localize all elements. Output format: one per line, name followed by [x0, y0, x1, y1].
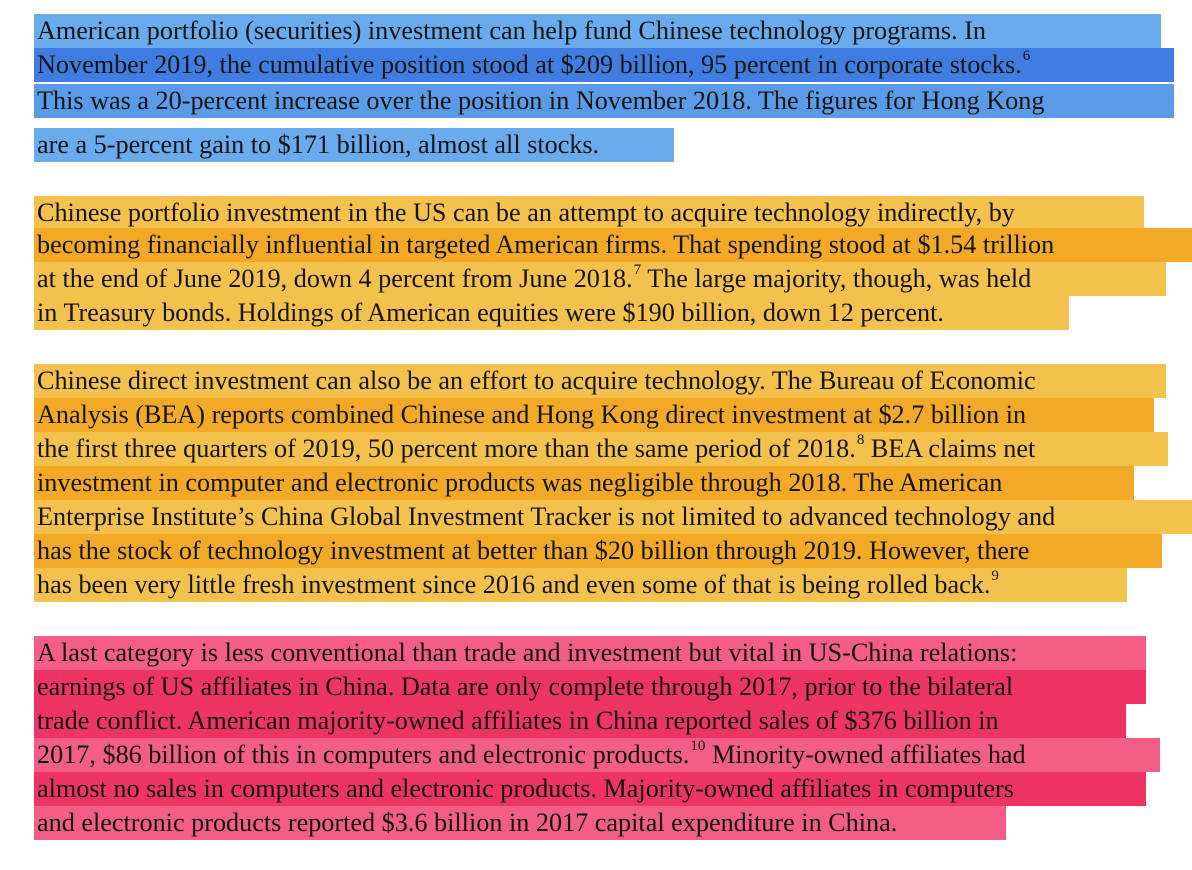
footnote-ref: 6 [1022, 48, 1031, 65]
text-line: November 2019, the cumulative position stood at $209 billion, 95 percent in corporate stocks.$^6$ [34, 48, 1174, 82]
text-line: investment in computer and electronic products was negligible through 2018. The American [34, 466, 1134, 500]
text-line: Chinese portfolio investment in the US can be an attempt to acquire technology indirectly, by [34, 196, 1144, 230]
text-line: trade conflict. American majority-owned affiliates in China reported sales of $376 billion in [34, 704, 1126, 738]
text-line: are a 5-percent gain to $171 billion, almost all stocks. [34, 128, 674, 162]
text-line: in Treasury bonds. Holdings of American equities were $190 billion, down 12 percent. [34, 296, 1069, 330]
text-line: Enterprise Institute’s China Global Investment Tracker is not limited to advanced technology and [34, 500, 1192, 534]
text-line: earnings of US affiliates in China. Data are only complete through 2017, prior to the bilateral [34, 670, 1146, 704]
footnote-ref: 9 [991, 568, 999, 585]
footnote-ref: 8 [856, 432, 865, 449]
text-line: American portfolio (securities) investment can help fund Chinese technology programs. In [34, 14, 1161, 48]
text-line: A last category is less conventional than trade and investment but vital in US-China relations: [34, 636, 1146, 670]
text-line: has been very little fresh investment since 2016 and even some of that is being rolled back.$^9$ [34, 568, 1127, 602]
text-line: becoming financially influential in targeted American firms. That spending stood at $1.54 trillion [34, 228, 1192, 262]
text-line: Analysis (BEA) reports combined Chinese and Hong Kong direct investment at $2.7 billion in [34, 398, 1154, 432]
text-line: at the end of June 2019, down 4 percent from June 2018.$^7$ The large majority, though, was held [34, 262, 1166, 296]
text-line: almost no sales in computers and electronic products. Majority-owned affiliates in computers [34, 772, 1146, 806]
text-line: has the stock of technology investment at better than $20 billion through 2019. However, there [34, 534, 1162, 568]
text-line: This was a 20-percent increase over the position in November 2018. The figures for Hong Kong [34, 84, 1174, 118]
footnote-ref: 10 [690, 738, 706, 755]
text-line: Chinese direct investment can also be an effort to acquire technology. The Bureau of Economic [34, 364, 1166, 398]
text-line: the first three quarters of 2019, 50 percent more than the same period of 2018.$^8$ BEA claims net [34, 432, 1168, 466]
text-line: and electronic products reported $3.6 billion in 2017 capital expenditure in China. [34, 806, 1006, 840]
text-line: 2017, $86 billion of this in computers and electronic products.$^{10}$ Minority-owned affiliates had [34, 738, 1160, 772]
footnote-ref: 7 [633, 262, 642, 279]
